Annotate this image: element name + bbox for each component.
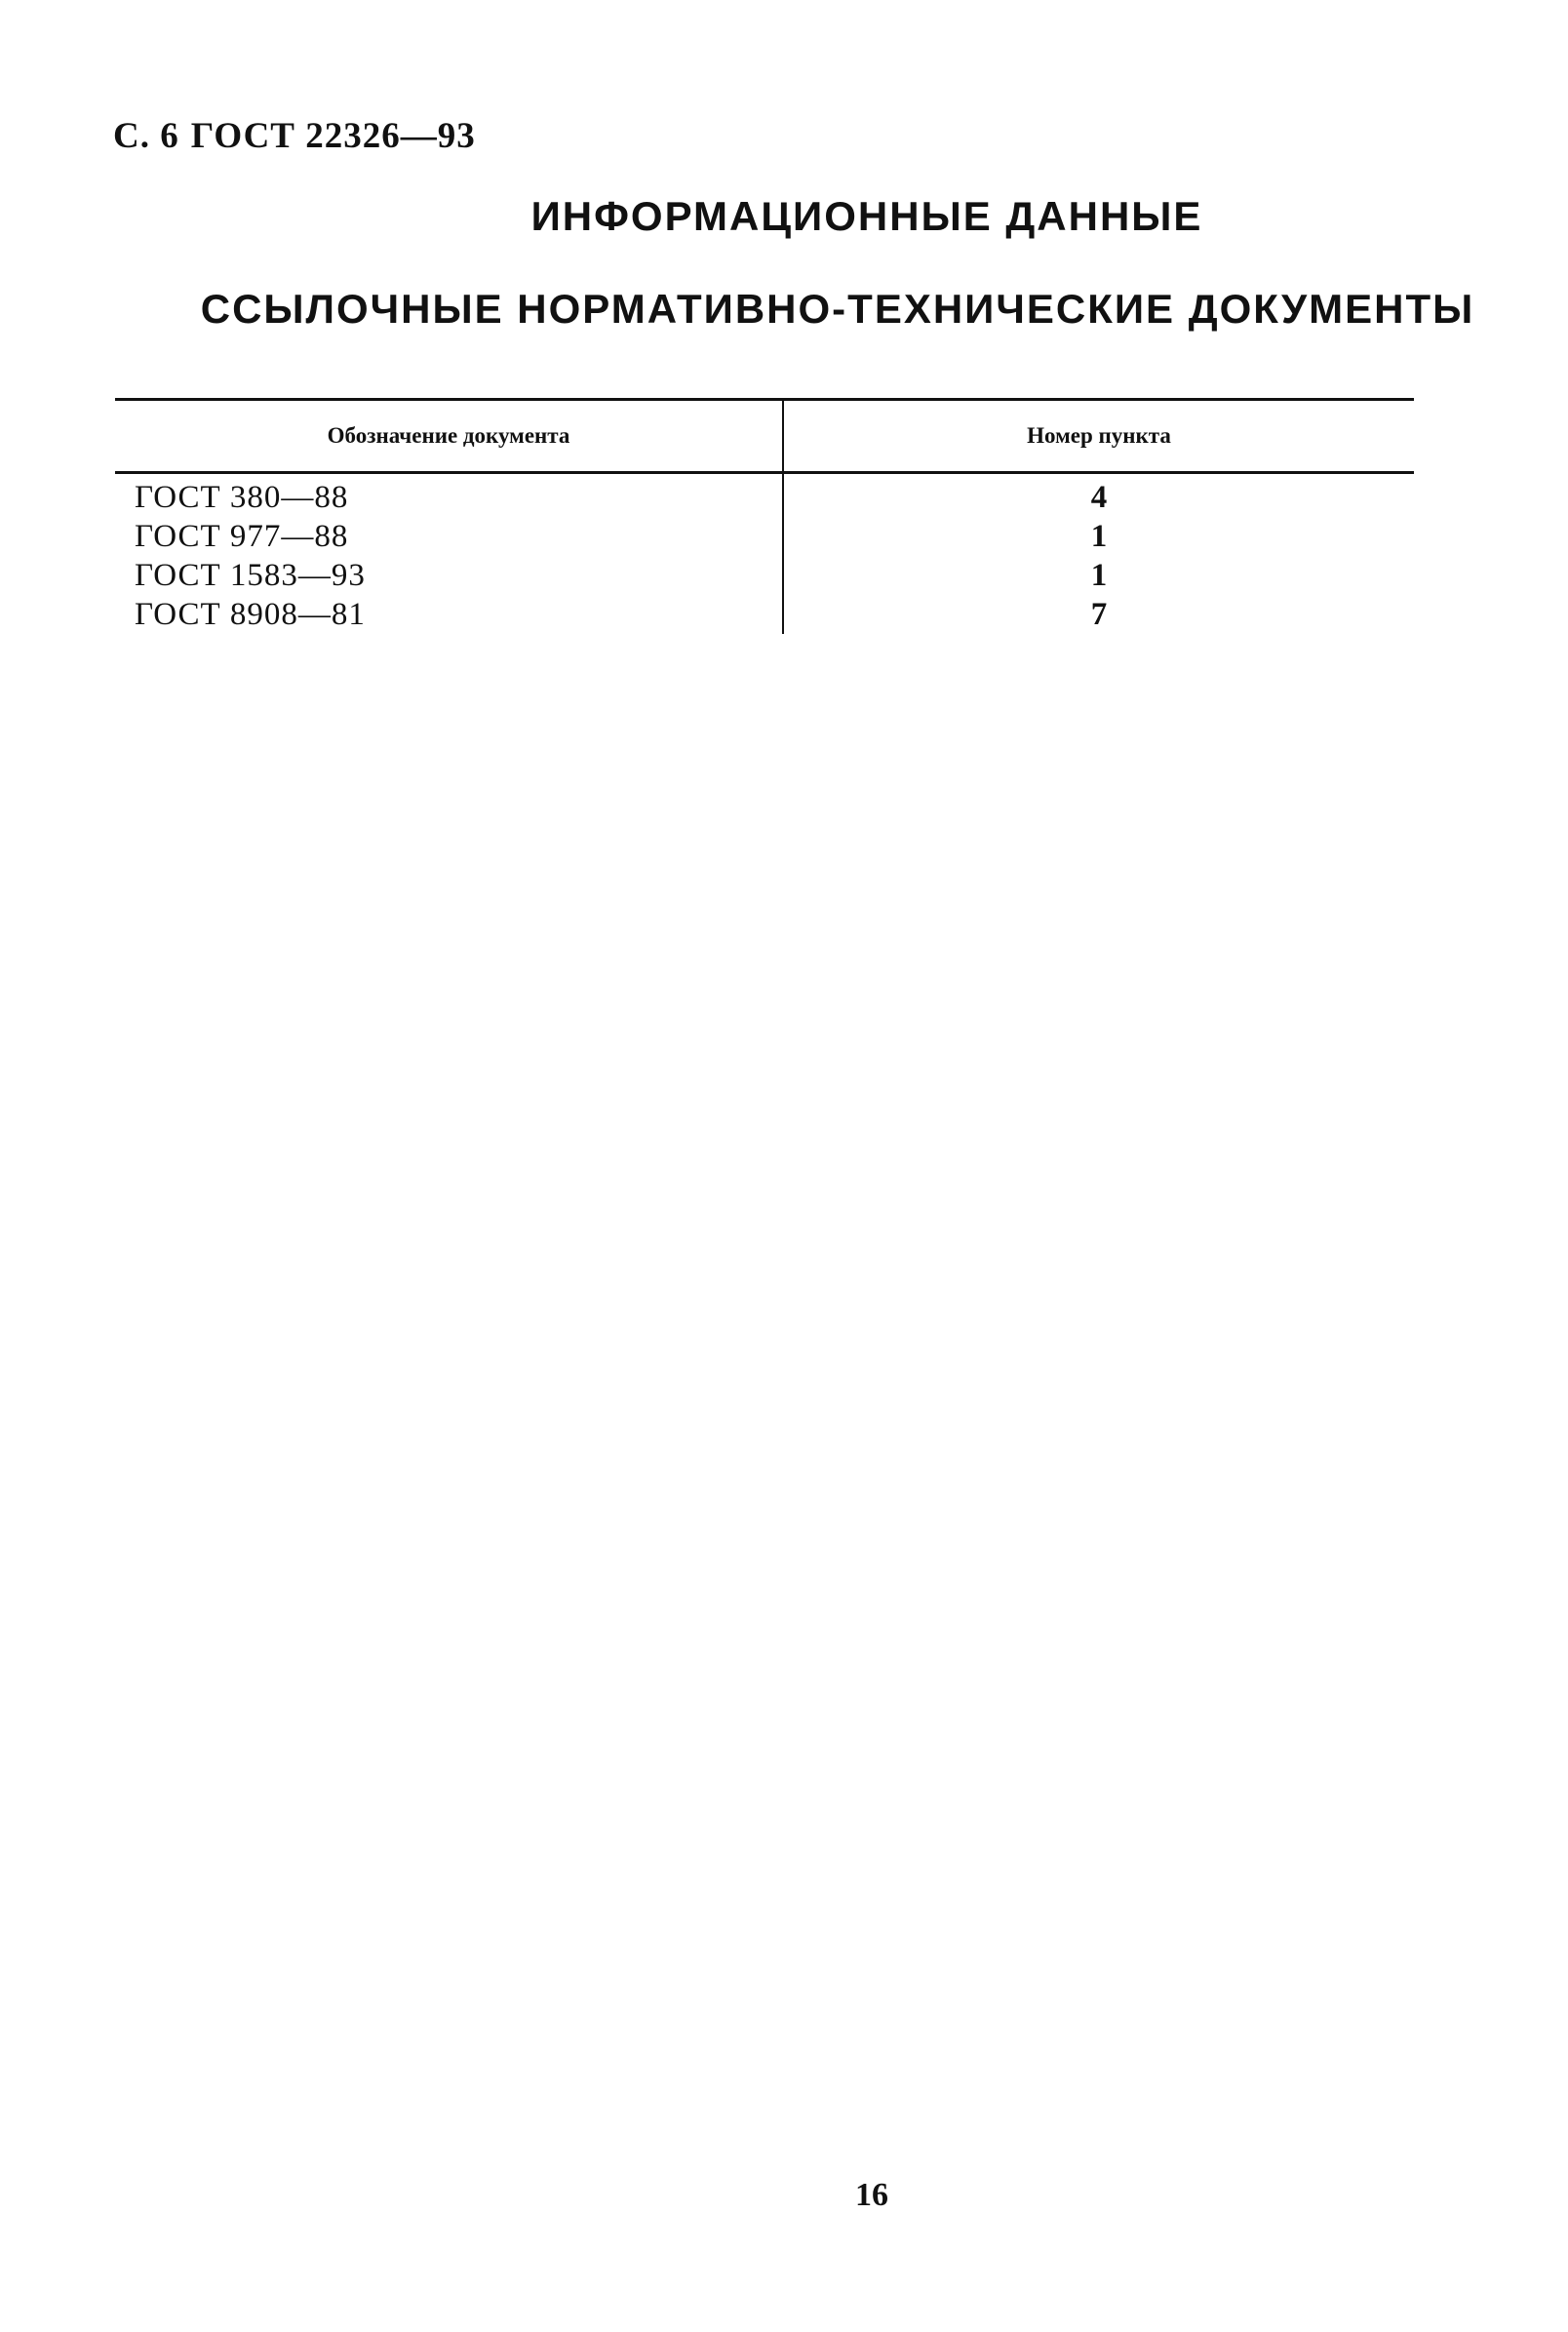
column-header-clause: Номер пункта [783, 400, 1414, 473]
clause-number: 4 [1090, 480, 1108, 515]
clause-number: 1 [1090, 519, 1108, 554]
document-designation: ГОСТ 1583—93 [115, 556, 783, 595]
page-subtitle: ССЫЛОЧНЫЕ НОРМАТИВНО-ТЕХНИЧЕСКИЕ ДОКУМЕНТЫ [200, 286, 1475, 332]
document-designation: ГОСТ 977—88 [115, 517, 783, 556]
table-row [115, 473, 1414, 518]
table-header-row [115, 400, 1414, 473]
document-designation: ГОСТ 380—88 [115, 473, 783, 518]
column-header-document: Обозначение документа [115, 400, 783, 473]
document-designation: ГОСТ 8908—81 [115, 595, 783, 634]
clause-number: 7 [1090, 597, 1108, 632]
page-number: 16 [855, 2177, 888, 2213]
page-title: ИНФОРМАЦИОННЫЕ ДАННЫЕ [530, 193, 1203, 239]
table-row [115, 517, 1414, 556]
page-header [113, 115, 488, 157]
table-row [115, 556, 1414, 595]
standard-designation: ГОСТ 22326—93 [190, 116, 476, 156]
reference-documents-table [115, 398, 1414, 634]
table-row [115, 595, 1414, 634]
clause-number: 1 [1090, 558, 1108, 593]
page-label: С. 6 [113, 116, 179, 156]
